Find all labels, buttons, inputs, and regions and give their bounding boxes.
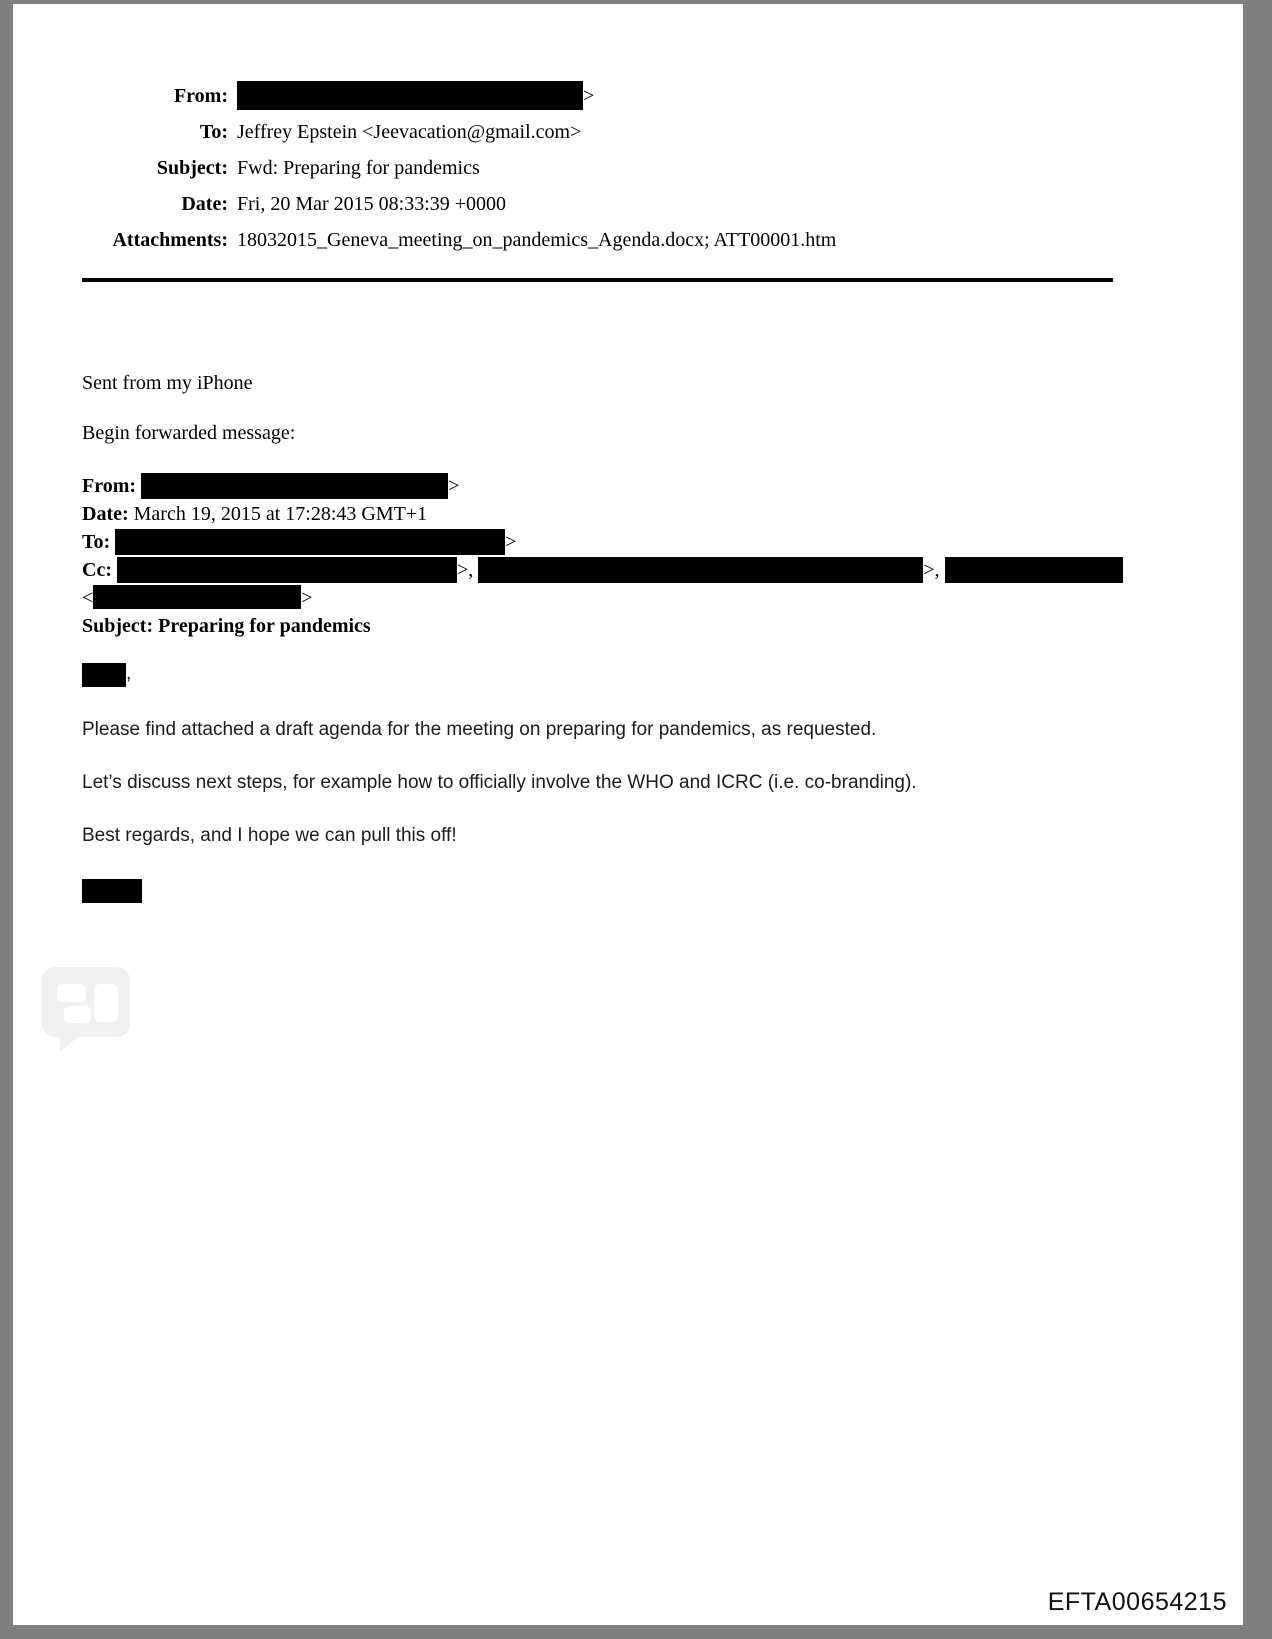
from-label: From: — [173, 85, 228, 107]
redaction-bar — [82, 663, 126, 687]
from-value — [237, 78, 594, 114]
body-paragraph-1: Please find attached a draft agenda for the meeting on preparing for pandemics, as requested. — [82, 719, 877, 740]
to-label: To: — [199, 121, 228, 143]
fwd-to-label: To: — [82, 531, 111, 553]
fwd-to-suffix: > — [505, 531, 517, 553]
body-paragraph-3: Best regards, and I hope we can pull this off! — [82, 825, 457, 846]
fwd-from-label: From: — [82, 475, 137, 497]
forwarded-header — [82, 472, 1123, 640]
header-row-date — [13, 186, 1113, 222]
redaction-bar — [141, 473, 448, 499]
fwd-cc-wrap-open: < — [82, 587, 94, 609]
fwd-from-suffix: > — [448, 475, 460, 497]
email-header — [13, 78, 1113, 258]
fwd-date-line — [82, 500, 1123, 528]
fwd-to-line — [82, 528, 1123, 556]
attachments-label: Attachments: — [112, 229, 228, 251]
fwd-subject-line — [82, 612, 1123, 640]
date-label: Date: — [181, 193, 228, 215]
signature-line — [82, 878, 142, 903]
chat-bubble-watermark-icon — [40, 961, 144, 1055]
fwd-date-label: Date: — [82, 503, 129, 525]
redaction-bar — [117, 557, 457, 583]
redaction-bar — [237, 81, 583, 110]
header-row-attachments — [13, 222, 1113, 258]
sent-from-line: Sent from my iPhone — [82, 372, 253, 394]
greeting-suffix: , — [126, 663, 132, 684]
document-page — [13, 4, 1243, 1625]
fwd-cc-line — [82, 556, 1123, 584]
fwd-from-line — [82, 472, 1123, 500]
redaction-bar — [478, 557, 923, 583]
begin-forwarded-line: Begin forwarded message: — [82, 422, 296, 444]
attachments-value: 18032015_Geneva_meeting_on_pandemics_Agenda.docx; ATT00001.htm — [237, 229, 837, 251]
header-divider — [82, 278, 1113, 282]
fwd-cc-wrap-close: > — [301, 587, 313, 609]
fwd-cc-sep1: >, — [456, 559, 474, 581]
redaction-bar — [115, 529, 505, 555]
greeting-line — [82, 662, 131, 687]
redaction-bar — [945, 557, 1123, 583]
redaction-bar — [82, 879, 142, 903]
to-value: Jeffrey Epstein <Jeevacation@gmail.com> — [237, 121, 582, 143]
fwd-cc-sep2: >, — [923, 559, 940, 581]
bates-number: EFTA00654215 — [1047, 1588, 1227, 1616]
fwd-subject-text: Subject: Preparing for pandemics — [82, 615, 371, 637]
fwd-cc-wrap-line — [82, 584, 1123, 612]
subject-label: Subject: — [156, 157, 228, 179]
fwd-date-value: March 19, 2015 at 17:28:43 GMT+1 — [133, 503, 428, 525]
redaction-bar — [93, 585, 301, 609]
from-suffix: > — [583, 85, 595, 107]
fwd-cc-label: Cc: — [82, 559, 112, 581]
header-row-to — [13, 114, 1113, 150]
subject-value: Fwd: Preparing for pandemics — [237, 157, 480, 179]
header-row-from — [13, 78, 1113, 114]
header-row-subject — [13, 150, 1113, 186]
body-paragraph-2: Let’s discuss next steps, for example how to officially involve the WHO and ICRC (i.e. co-branding). — [82, 772, 917, 793]
date-value: Fri, 20 Mar 2015 08:33:39 +0000 — [237, 193, 507, 215]
